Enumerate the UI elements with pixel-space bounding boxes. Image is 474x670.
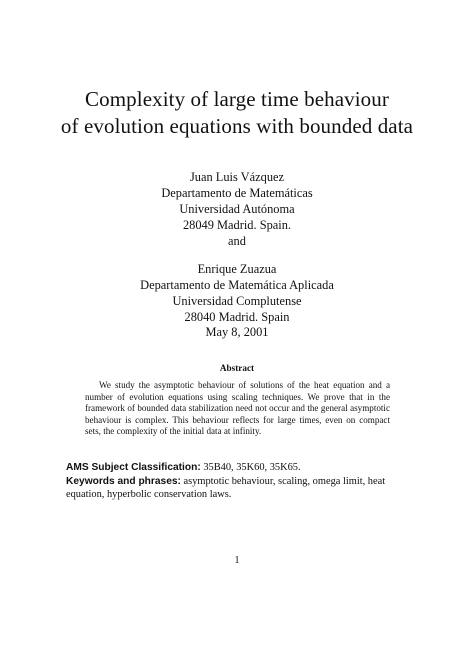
author-2-address: 28040 Madrid. Spain	[184, 310, 290, 324]
author-1-department: Departamento de Matemáticas	[161, 186, 313, 200]
paper-date: May 8, 2001	[205, 325, 269, 339]
paper-title	[0, 86, 474, 140]
author-1-name: Juan Luis Vázquez	[189, 170, 285, 184]
classification-line	[66, 461, 412, 475]
abstract-body: We study the asymptotic behaviour of solutions of the heat equation and a number of evolution equations using scaling techniques. We prove that in the framework of bounded data stabilization need not occur and the general asymptotic behaviour is complex. This behaviour reflects for large times, even on compact sets, the complexity of the initial data at infinity.	[85, 380, 390, 437]
classification-value: 35B40, 35K60, 35K65.	[200, 462, 301, 473]
author-1-university: Universidad Autónoma	[179, 202, 295, 216]
abstract-heading: Abstract	[219, 363, 255, 373]
paper-metadata	[66, 461, 412, 502]
page-number: 1	[234, 555, 240, 566]
author-1-address: 28049 Madrid. Spain.	[182, 218, 292, 232]
author-2-university: Universidad Complutense	[172, 294, 302, 308]
title-line-2: of evolution equations with bounded data	[60, 114, 414, 138]
keywords-line	[66, 475, 412, 502]
classification-label: AMS Subject Classification:	[66, 462, 201, 473]
title-line-1: Complexity of large time behaviour	[85, 87, 389, 111]
author-block	[0, 169, 474, 325]
author-2-name: Enrique Zuazua	[197, 262, 277, 276]
author-conjunction: and	[228, 234, 246, 248]
author-2-department: Departamento de Matemática Aplicada	[140, 278, 334, 292]
keywords-label: Keywords and phrases:	[66, 475, 181, 487]
keywords-value: asymptotic behaviour, scaling, omega limit, heat equation, hyperbolic conservation laws.	[66, 475, 386, 500]
